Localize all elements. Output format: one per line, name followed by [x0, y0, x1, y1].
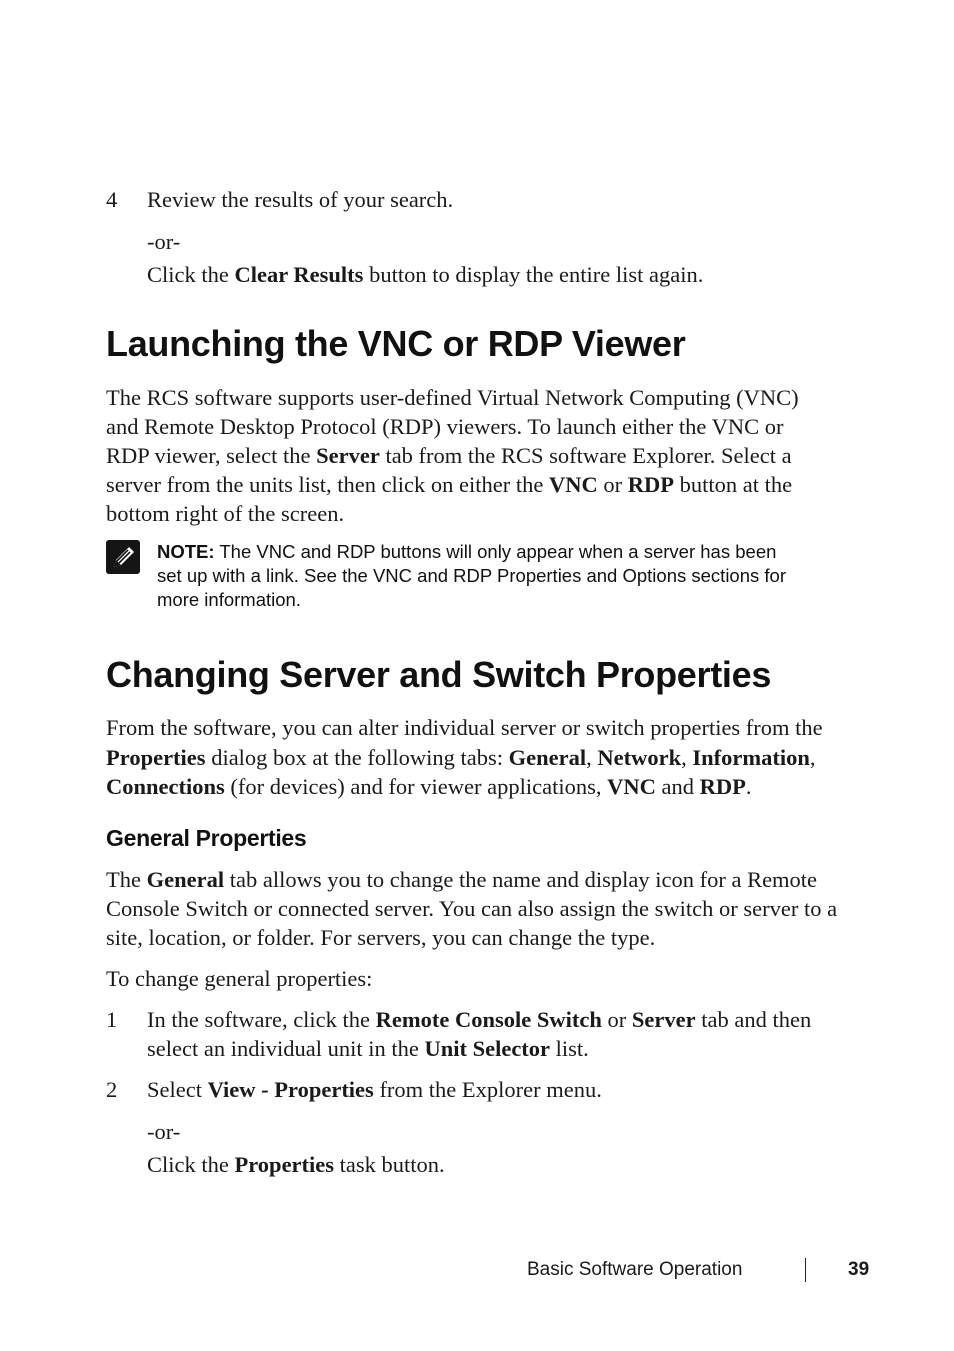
paragraph-line: RDP viewer, select the Server tab from the RCS software Explorer. Select a [106, 443, 792, 468]
step-text: select an individual unit in the Unit Selector list. [147, 1036, 589, 1061]
footer-chapter-title: Basic Software Operation [527, 1259, 743, 1280]
or-separator: -or- [147, 229, 181, 254]
or-separator: -or- [147, 1119, 181, 1144]
procedure-intro: To change general properties: [106, 966, 373, 991]
paragraph-line: site, location, or folder. For servers, you can change the type. [106, 925, 656, 950]
section-heading-properties: Changing Server and Switch Properties [106, 654, 772, 695]
paragraph-line: The General tab allows you to change the name and display icon for a Remote [106, 867, 818, 892]
section-heading-vnc-rdp: Launching the VNC or RDP Viewer [106, 323, 686, 364]
paragraph-line: and Remote Desktop Protocol (RDP) viewers. To launch either the VNC or [106, 414, 784, 439]
step-alternative: Click the Properties task button. [147, 1152, 445, 1177]
paragraph-line: Properties dialog box at the following tabs: General, Network, Information, [106, 745, 816, 770]
note-pencil-icon [106, 540, 140, 574]
paragraph-line: bottom right of the screen. [106, 501, 345, 526]
paragraph-line: The RCS software supports user-defined Virtual Network Computing (VNC) [106, 385, 799, 410]
note-text: NOTE: The VNC and RDP buttons will only appear when a server has been set up with a link. See the VNC and RDP Properties and Options sections for more information. [157, 541, 786, 610]
step-text: Review the results of your search. [147, 187, 454, 212]
footer-divider [805, 1258, 806, 1282]
step-alternative: Click the Clear Results button to display the entire list again. [147, 262, 704, 287]
step-text: Select View - Properties from the Explorer menu. [147, 1077, 602, 1102]
paragraph-line: Connections (for devices) and for viewer applications, VNC and RDP. [106, 774, 752, 799]
clear-results-label: Clear Results [234, 262, 364, 287]
note-label: NOTE: [157, 541, 215, 562]
paragraph-line: server from the units list, then click on either the VNC or RDP button at the [106, 472, 793, 497]
page-number: 39 [848, 1259, 870, 1280]
step-text: In the software, click the Remote Console Switch or Server tab and then [147, 1007, 812, 1032]
step-number: 4 [106, 187, 118, 212]
subsection-heading-general: General Properties [106, 825, 307, 851]
step-number: 2 [106, 1077, 118, 1102]
step-number: 1 [106, 1007, 118, 1032]
paragraph-line: Console Switch or connected server. You can also assign the switch or server to a [106, 896, 838, 921]
paragraph-line: From the software, you can alter individual server or switch properties from the [106, 715, 823, 740]
